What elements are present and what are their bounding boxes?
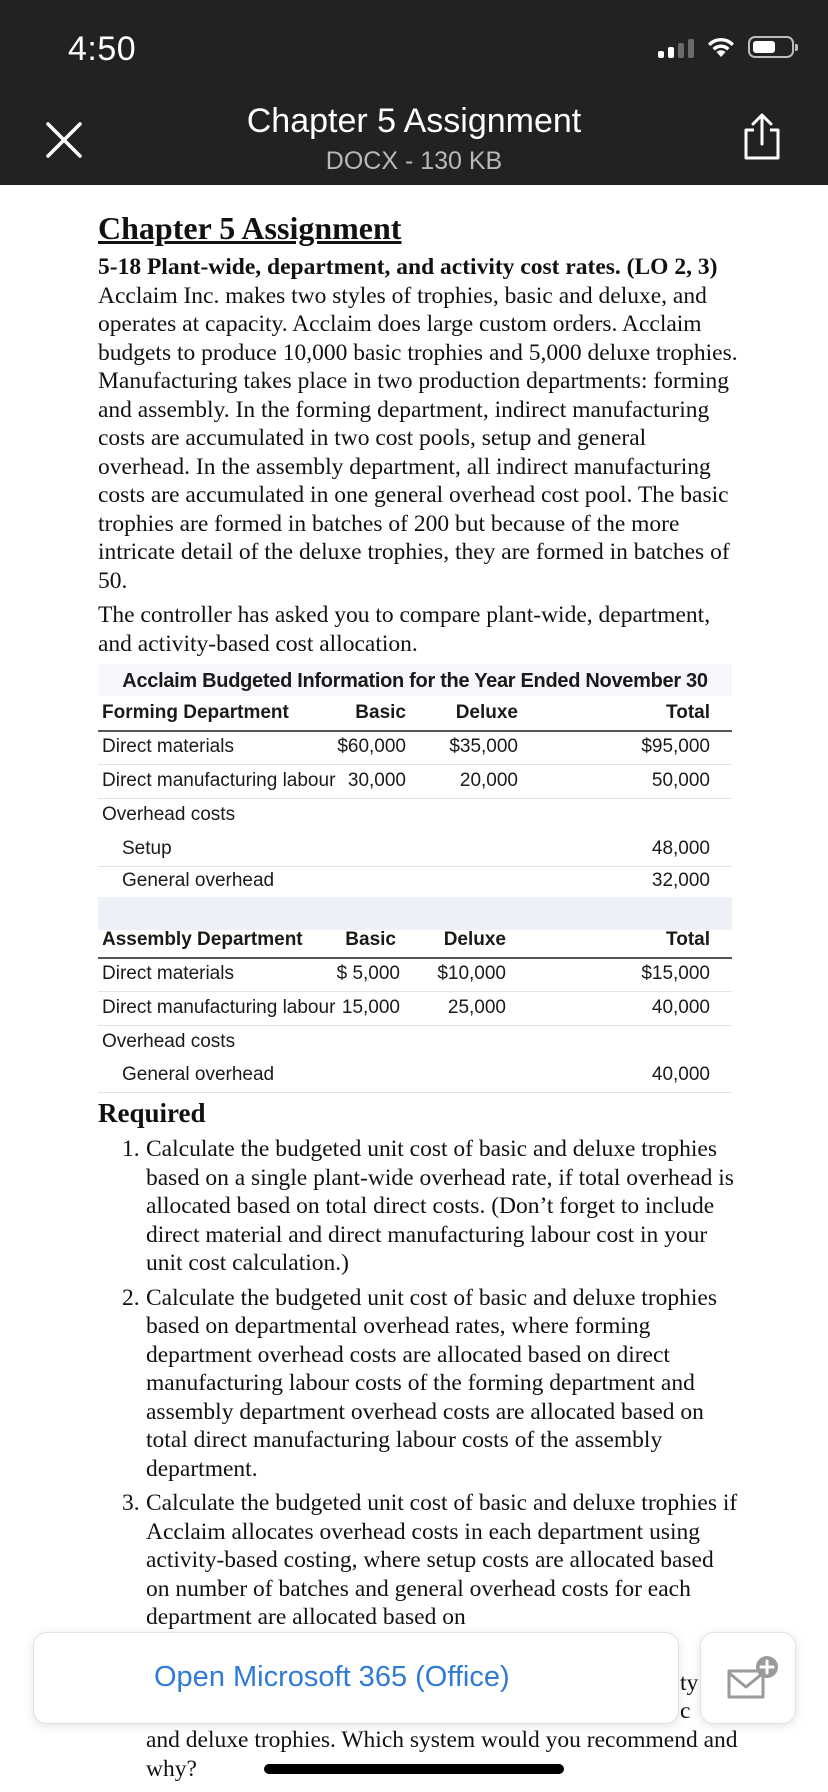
table-row bbox=[98, 991, 732, 1026]
row-label: Setup bbox=[122, 838, 172, 859]
mail-add-icon bbox=[701, 1633, 797, 1725]
cell-deluxe: $10,000 bbox=[437, 963, 506, 984]
cell-total: $15,000 bbox=[641, 963, 710, 984]
table-row bbox=[98, 957, 732, 992]
occluded-text-fragment: c bbox=[680, 1698, 691, 1724]
header-total: Total bbox=[666, 702, 710, 723]
item-text: Calculate the budgeted unit cost of basic and deluxe trophies based on departmental overhead rates, where forming department overhead costs are allocated based on direct manufacturing labour costs of the forming department and assembly department overhead costs are allocated based on total direct manufacturing labour costs of the assembly department. bbox=[146, 1284, 718, 1482]
open-in-office-button[interactable] bbox=[33, 1632, 679, 1724]
cellular-signal-icon bbox=[658, 36, 694, 58]
cell-deluxe: 20,000 bbox=[459, 770, 518, 791]
cell-total: $95,000 bbox=[641, 736, 710, 757]
share-icon[interactable] bbox=[740, 112, 784, 162]
item-text: Calculate the budgeted unit cost of basic and deluxe trophies based on a single plant-wide overhead rate, if total overhead is allocated based on total direct costs. (Don’t forget to include direct material and direct manufacturing labour cost in your unit cost calculation.) bbox=[146, 1136, 734, 1276]
assembly-header-label: Assembly Department bbox=[102, 929, 303, 950]
assembly-header-row bbox=[98, 923, 732, 959]
table-row bbox=[98, 730, 732, 765]
table-row bbox=[98, 1025, 732, 1059]
table-row bbox=[98, 1058, 732, 1093]
status-time: 4:50 bbox=[68, 30, 137, 68]
row-label: Direct manufacturing labour bbox=[102, 997, 336, 1018]
cell-total: 50,000 bbox=[651, 770, 710, 791]
required-section bbox=[98, 1098, 738, 1638]
document-body bbox=[98, 200, 738, 664]
row-label: General overhead bbox=[122, 870, 275, 891]
document-type-size: DOCX - 130 KB bbox=[325, 147, 503, 175]
table-row bbox=[98, 864, 732, 898]
item-text: Calculate the budgeted unit cost of basic and deluxe trophies if Acclaim allocates overhead costs in each department using activity-based costing, where setup costs are allocated based on number of batches and general overhead costs for each department are allocated based on bbox=[146, 1490, 738, 1630]
table-title: Acclaim Budgeted Information for the Year Ended November 30 bbox=[98, 664, 732, 696]
forming-header-row bbox=[98, 696, 732, 732]
header-basic: Basic bbox=[345, 929, 396, 950]
table-row bbox=[98, 764, 732, 799]
problem-paragraph bbox=[98, 253, 738, 595]
header-total: Total bbox=[666, 929, 710, 950]
required-heading: Required bbox=[98, 1098, 206, 1128]
item-number: 3. bbox=[122, 1490, 140, 1516]
document-title-block bbox=[0, 102, 828, 176]
row-label: Direct materials bbox=[102, 963, 234, 984]
header-deluxe: Deluxe bbox=[443, 929, 506, 950]
row-label: Overhead costs bbox=[102, 1031, 236, 1052]
occluded-text-fragment: ty bbox=[680, 1670, 699, 1696]
cell-total: 40,000 bbox=[651, 997, 710, 1018]
cell-total: 40,000 bbox=[651, 1064, 710, 1085]
required-tail-text: and deluxe trophies. Which system would you recommend and why? bbox=[146, 1727, 738, 1782]
list-item bbox=[98, 1135, 738, 1278]
wifi-icon bbox=[706, 36, 736, 58]
header-deluxe: Deluxe bbox=[455, 702, 518, 723]
cell-basic: $ 5,000 bbox=[336, 963, 400, 984]
list-item bbox=[98, 1284, 738, 1484]
list-item bbox=[98, 1489, 738, 1632]
cell-deluxe: $35,000 bbox=[449, 736, 518, 757]
open-in-office-label: Open Microsoft 365 (Office) bbox=[154, 1661, 510, 1693]
top-bar bbox=[0, 0, 828, 185]
status-icons bbox=[658, 36, 794, 58]
add-to-mail-button[interactable] bbox=[700, 1632, 796, 1724]
problem-text: Acclaim Inc. makes two styles of trophies, basic and deluxe, and operates at capacity. Acclaim does large custom orders. Acclaim budgets to produce 10,000 basic trophies and 5,000 deluxe trophies. Manufacturing takes place in two production departments: forming and assembly. In the forming department, indirect manufacturing costs are accumulated in two cost pools, setup and general overhead. In the assembly department, all indirect manufacturing costs are accumulated in one general overhead cost pool. The basic trophies are formed in batches of 200 but because of the more intricate detail of the deluxe trophies, they are formed in batches of 50. bbox=[98, 282, 738, 594]
required-list bbox=[98, 1135, 738, 1632]
home-indicator[interactable] bbox=[264, 1764, 564, 1774]
document-title: Chapter 5 Assignment bbox=[246, 102, 582, 140]
item-number: 2. bbox=[122, 1284, 140, 1311]
battery-icon bbox=[748, 36, 794, 58]
problem-label: 5-18 Plant-wide, department, and activity cost rates. (LO 2, 3) bbox=[98, 254, 718, 280]
row-label: General overhead bbox=[122, 1064, 275, 1085]
cell-total: 32,000 bbox=[651, 870, 710, 891]
row-label: Direct manufacturing labour bbox=[102, 770, 336, 791]
budget-table bbox=[98, 664, 732, 1092]
cell-total: 48,000 bbox=[651, 838, 710, 859]
header-basic: Basic bbox=[355, 702, 406, 723]
row-label: Overhead costs bbox=[102, 804, 236, 825]
cell-deluxe: 25,000 bbox=[447, 997, 506, 1018]
table-row bbox=[98, 832, 732, 867]
cell-basic: 15,000 bbox=[341, 997, 400, 1018]
document-heading: Chapter 5 Assignment bbox=[98, 210, 402, 246]
table-row bbox=[98, 798, 732, 832]
forming-header-label: Forming Department bbox=[102, 702, 289, 723]
controller-paragraph: The controller has asked you to compare plant-wide, department, and activity-based cost allocation. bbox=[98, 602, 711, 657]
cell-basic: $60,000 bbox=[337, 736, 406, 757]
item-number: 1. bbox=[122, 1136, 140, 1162]
cell-basic: 30,000 bbox=[347, 770, 406, 791]
row-label: Direct materials bbox=[102, 736, 234, 757]
